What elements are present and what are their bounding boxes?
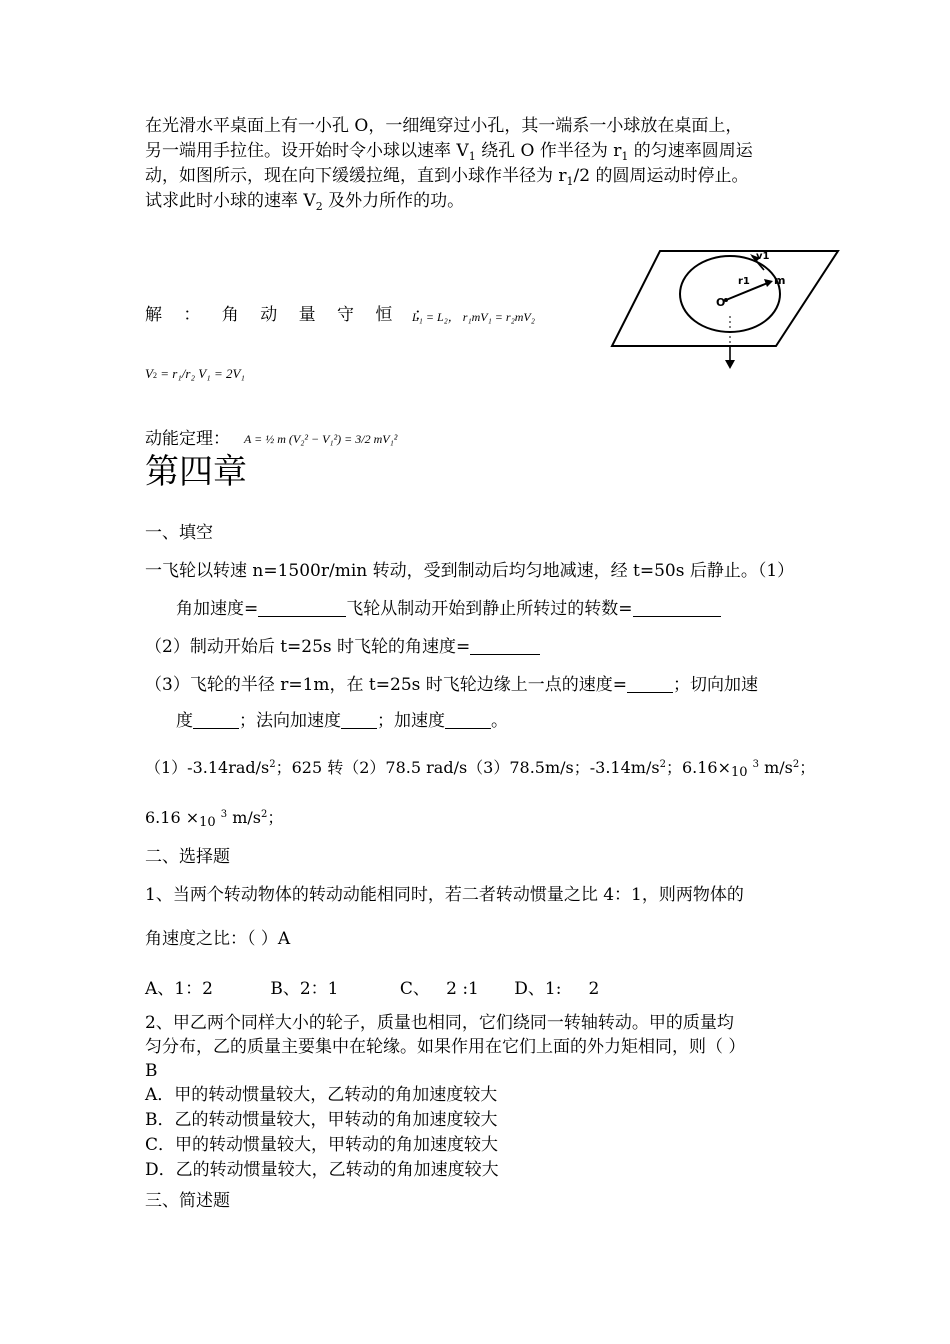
- mc1-line-1: 1、当两个转动物体的转动动能相同时，若二者转动惯量之比 4：1，则两物体的: [145, 885, 744, 905]
- v2-equation: V2 = r₁/r₂ V₁ = 2V₁: [145, 366, 245, 381]
- q1-line-3: （2）制动开始后 t=25s 时飞轮的角速度=: [145, 634, 540, 660]
- m-label: m: [774, 274, 786, 287]
- o-label: O: [716, 296, 726, 309]
- energy-theorem-equation: A = ½ m (V₂² − V₁²) = 3/2 mV₁²: [244, 432, 398, 446]
- section-multiple-choice: 二、选择题: [145, 847, 230, 867]
- section-fill-in: 一、填空: [145, 523, 213, 543]
- angular-momentum-equation: L₁ = L₂， r₁mV₁ = r₂mV₂: [412, 310, 535, 324]
- section-short-answer: 三、简述题: [145, 1191, 230, 1211]
- mc1-option-a[interactable]: A、1：2: [145, 979, 213, 999]
- answer-line-2: 6.16 ×10 $^3$ $m/s^2$；: [145, 808, 284, 830]
- chapter-title: 第四章: [145, 452, 247, 492]
- mc1-option-d[interactable]: D、1: 2: [514, 979, 600, 999]
- blank-angular-velocity[interactable]: [470, 636, 540, 655]
- blank-revolutions[interactable]: [633, 598, 721, 617]
- answer-line-1: $(1)-3.14rad/s^2$；625 转（2）78.5 rad/s（3）78.5m/s；$-3.14m/s^2$；6.16×10 $^3$ $m/s^2$；: [145, 758, 816, 780]
- mc2-option-d[interactable]: D．乙的转动惯量较大，乙转动的角加速度较大: [145, 1160, 499, 1180]
- q1-line-1: 一飞轮以转速 n=1500r/min 转动，受到制动后均匀地减速，经 t=50s 后静止。（1）: [145, 561, 795, 581]
- problem-line-1: 在光滑水平桌面上有一小孔 O，一细绳穿过小孔，其一端系一小球放在桌面上，: [145, 116, 743, 136]
- problem-line-4: 试求此时小球的速率 $V_2$ 及外力所作的功。: [145, 191, 465, 213]
- q1-line-2: 角加速度= 飞轮从制动开始到静止所转过的转数=: [176, 596, 721, 622]
- blank-tangential-acceleration[interactable]: [193, 710, 239, 729]
- blank-edge-velocity[interactable]: [627, 674, 673, 693]
- v1-label: v1: [756, 251, 770, 262]
- problem-line-3: 动，如图所示，现在向下缓缓拉绳，直到小球作半径为 $r_1/2$ 的圆周运动时停止。: [145, 166, 749, 188]
- mc1-options: [145, 976, 599, 1002]
- circular-motion-figure: [610, 246, 842, 372]
- blank-angular-acceleration[interactable]: [258, 598, 346, 617]
- mc2-line-2: 匀分布，乙的质量主要集中在轮缘。如果作用在它们上面的外力矩相同，则（ ）: [145, 1037, 746, 1057]
- q1-line-5: 度 ；法向加速度 ；加速度 。: [176, 711, 508, 731]
- mc2-line-3: B: [145, 1061, 158, 1081]
- q1-line-4: （3）飞轮的半径 r=1m，在 t=25s 时飞轮边缘上一点的速度= ；切向加速: [145, 675, 759, 695]
- mc2-line-1: 2、甲乙两个同样大小的轮子，质量也相同，它们绕同一转轴转动。甲的质量均: [145, 1013, 734, 1033]
- mc2-option-a[interactable]: A．甲的转动惯量较大，乙转动的角加速度较大: [145, 1085, 498, 1105]
- mc1-line-2: 角速度之比：（ ）A: [145, 929, 291, 949]
- mc2-option-b[interactable]: B．乙的转动惯量较大，甲转动的角加速度较大: [145, 1110, 498, 1130]
- energy-theorem-label: 动能定理：: [145, 429, 230, 449]
- problem-line-2: 另一端用手拉住。设开始时令小球以速率 $V_1$ 绕孔 O 作半径为 $r_1$ 的匀速率圆周运: [145, 141, 753, 163]
- mc2-option-c[interactable]: C．甲的转动惯量较大，甲转动的角加速度较大: [145, 1135, 499, 1155]
- blank-acceleration[interactable]: [445, 710, 491, 729]
- solution-label: 解 ： 角 动 量 守 恒 ：: [145, 305, 439, 325]
- r1-label: r1: [738, 276, 750, 287]
- mc1-option-c[interactable]: C、 2 :1: [399, 979, 479, 999]
- blank-normal-acceleration[interactable]: [341, 710, 377, 729]
- mc1-option-b[interactable]: B、2：1: [270, 979, 339, 999]
